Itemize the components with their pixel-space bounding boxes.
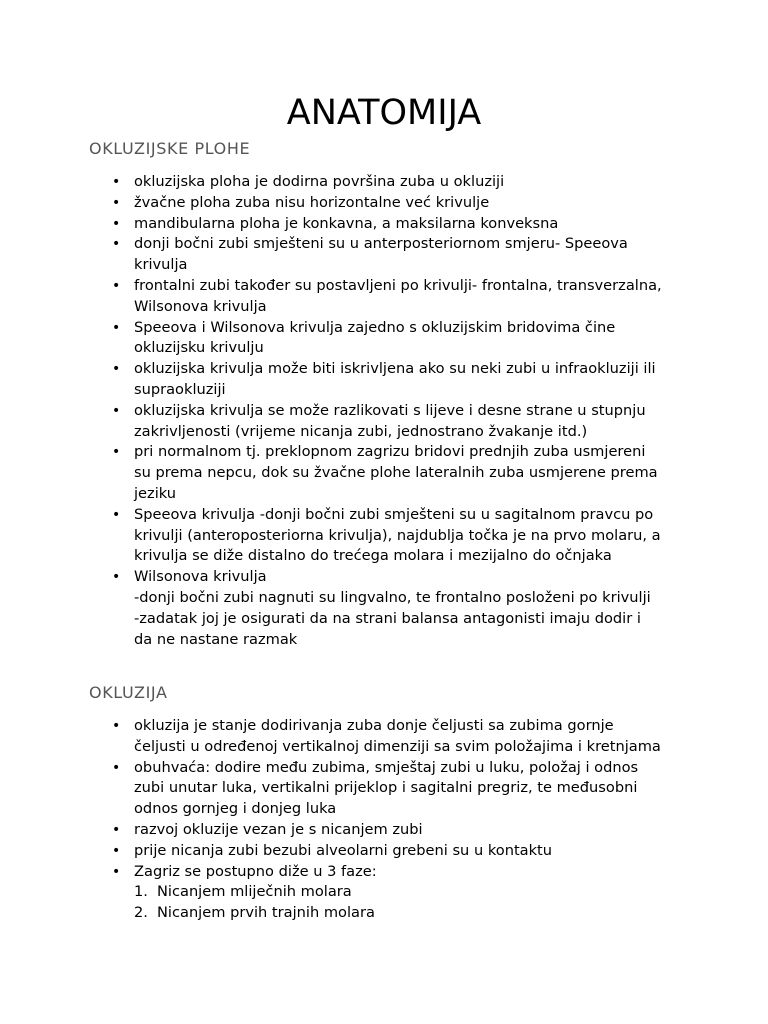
bullet-icon: • bbox=[112, 718, 121, 734]
bullet-icon: • bbox=[112, 759, 121, 776]
list-item bbox=[0, 401, 700, 443]
bullet-icon: • bbox=[112, 402, 121, 419]
list-item bbox=[0, 276, 700, 318]
list-item bbox=[0, 359, 700, 401]
list-item-text: okluzijska krivulja može biti iskrivljena ako su neki zubi u infraokluziji ili supraokluziji bbox=[134, 360, 656, 398]
list-item bbox=[0, 318, 700, 360]
list-item-text: okluzijska ploha je dodirna površina zuba u okluziji bbox=[134, 173, 505, 190]
list-item bbox=[0, 841, 700, 862]
numbered-item-text: Nicanjem mliječnih molara bbox=[157, 883, 352, 900]
list-item bbox=[0, 567, 700, 650]
bullet-list-okluzijske-plohe bbox=[0, 172, 700, 650]
list-item-text: pri normalnom tj. preklopnom zagrizu bridovi prednjih zuba usmjereni su prema nepcu, dok su žvačne plohe lateralnih zuba usmjerene prema jeziku bbox=[134, 443, 658, 502]
bullet-icon: • bbox=[112, 361, 121, 378]
bullet-icon: • bbox=[112, 236, 121, 253]
list-item bbox=[0, 820, 700, 841]
list-item-text: Speeova i Wilsonova krivulja zajedno s okluzijskim bridovima čine okluzijsku krivulju bbox=[134, 318, 616, 357]
list-item bbox=[0, 172, 700, 193]
list-item-text: frontalni zubi također su postavljeni po krivulji- frontalna, transverzalna, Wilsonova krivulja bbox=[134, 276, 662, 315]
section-heading-okluzijske-plohe: OKLUZIJSKE PLOHE bbox=[89, 139, 251, 158]
bullet-list-okluzija bbox=[0, 716, 700, 882]
numbered-item-text: Nicanjem prvih trajnih molara bbox=[157, 903, 375, 921]
list-item bbox=[0, 862, 700, 883]
list-item bbox=[0, 234, 700, 276]
numbered-item bbox=[0, 903, 375, 924]
list-item bbox=[0, 758, 700, 820]
list-item-text: žvačne ploha zuba nisu horizontalne već krivulje bbox=[134, 193, 490, 211]
list-item bbox=[0, 442, 700, 504]
list-item-text: razvoj okluzije vezan je s nicanjem zubi bbox=[134, 820, 423, 838]
list-item bbox=[0, 214, 700, 235]
bullet-icon: • bbox=[112, 506, 121, 523]
numbered-item bbox=[0, 882, 375, 903]
list-item bbox=[0, 716, 700, 758]
bullet-icon: • bbox=[112, 277, 121, 294]
list-item-text: okluzija je stanje dodirivanja zuba donje čeljusti sa zubima gornje čeljusti u određenoj vertikalnoj dimenziji sa svim položajima i kretnjama bbox=[134, 717, 661, 755]
list-item-text: Wilsonova krivulja -donji bočni zubi nagnuti su lingvalno, te frontalno posloženi po krivulji -zadatak joj je osigurati da na strani balansa antagonisti imaju dodir i da ne nastane razmak bbox=[134, 568, 651, 648]
list-number: 1. bbox=[134, 883, 148, 900]
bullet-icon: • bbox=[112, 863, 121, 880]
bullet-icon: • bbox=[112, 319, 121, 336]
list-item-text: obuhvaća: dodire među zubima, smještaj zubi u luku, položaj i odnos zubi unutar luka, vertikalni prijeklop i sagitalni pregriz, te međusobni odnos gornjeg i donjeg luka bbox=[134, 758, 639, 818]
document-title: ANATOMIJA bbox=[286, 93, 482, 133]
list-item bbox=[0, 193, 700, 214]
list-item-text: okluzijska krivulja se može razlikovati s lijeve i desne strane u stupnju zakrivljenosti (vrijeme nicanja zubi, jednostrano žvakanje itd.) bbox=[134, 401, 646, 440]
list-item-text: Zagriz se postupno diže u 3 faze: bbox=[134, 862, 377, 880]
bullet-icon: • bbox=[112, 174, 121, 190]
bullet-icon: • bbox=[112, 821, 121, 838]
bullet-icon: • bbox=[112, 215, 121, 232]
bullet-icon: • bbox=[112, 194, 121, 211]
list-item-text: mandibularna ploha je konkavna, a maksilarna konveksna bbox=[134, 214, 559, 232]
list-item-text: prije nicanja zubi bezubi alveolarni grebeni su u kontaktu bbox=[134, 841, 553, 859]
numbered-list-faze bbox=[0, 882, 375, 924]
list-item bbox=[0, 505, 700, 567]
bullet-icon: • bbox=[112, 842, 121, 859]
list-number: 2. bbox=[134, 903, 148, 921]
bullet-icon: • bbox=[112, 444, 121, 461]
list-item-text: donji bočni zubi smješteni su u anterposteriornom smjeru- Speeova krivulja bbox=[134, 235, 628, 274]
section-heading-okluzija: OKLUZIJA bbox=[89, 683, 168, 702]
bullet-icon: • bbox=[112, 569, 121, 586]
list-item-text: Speeova krivulja -donji bočni zubi smješteni su u sagitalnom pravcu po krivulji (anteroposteriorna krivulja), najdublja točka je na prvo molaru, a krivulja se diže distalno do trećega molara i mezijalno do očnjaka bbox=[134, 505, 661, 565]
